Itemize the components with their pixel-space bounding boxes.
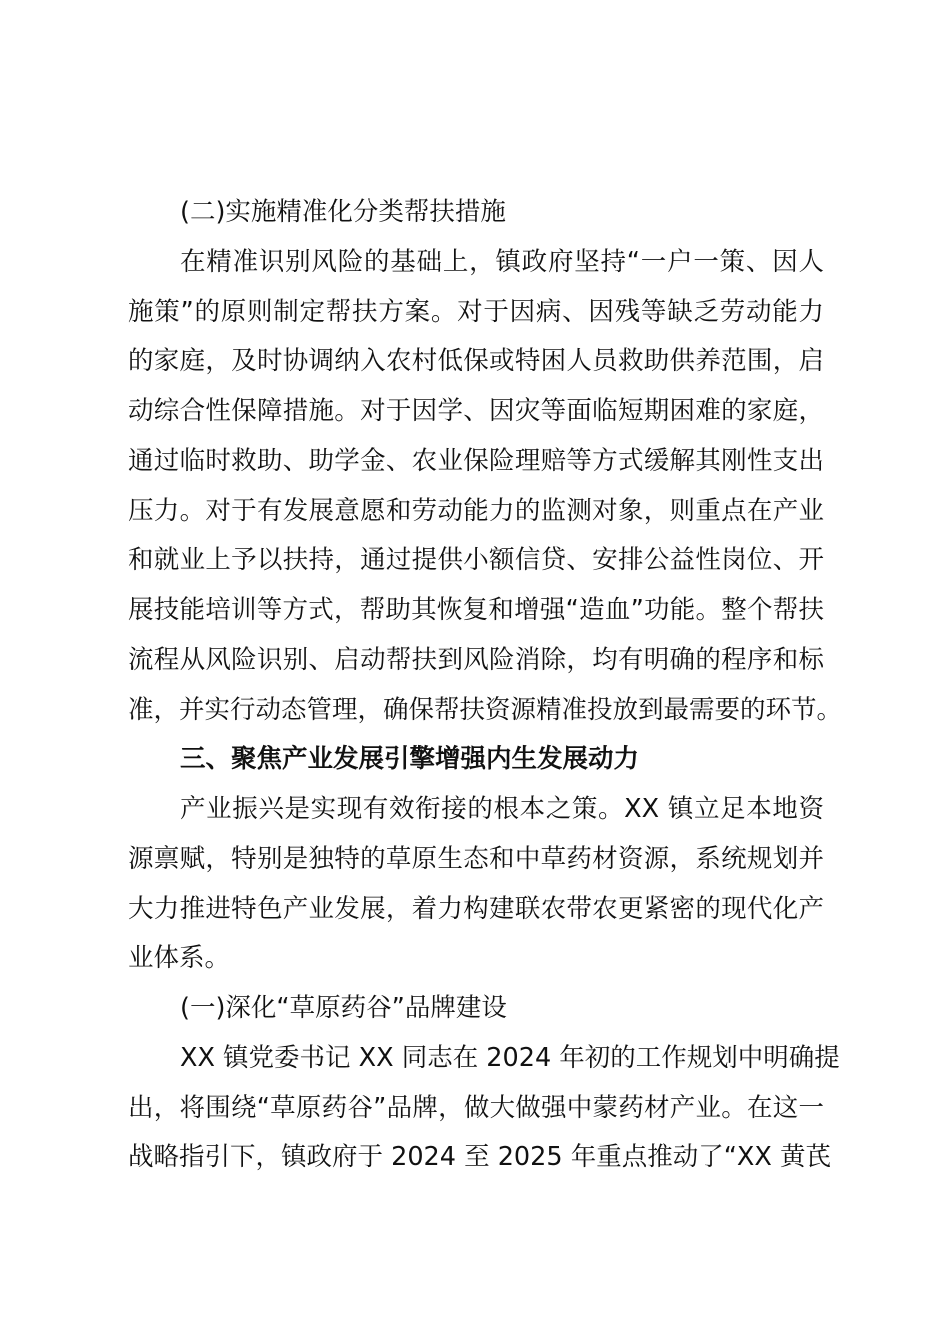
text-line: 在精准识别风险的基础上，镇政府坚持“一户一策、因人 <box>180 246 824 277</box>
text-line: 三、聚焦产业发展引擎增强内生发展动力 <box>180 744 640 775</box>
text-line: 战略指引下，镇政府于 2024 至 2025 年重点推动了“XX 黄芪 <box>128 1142 831 1173</box>
document-body <box>128 188 843 1183</box>
text-line: 源禀赋，特别是独特的草原生态和中草药材资源，系统规划并 <box>128 843 824 874</box>
text-line: (二)实施精准化分类帮扶措施 <box>180 197 506 227</box>
text-line: 的家庭，及时协调纳入农村低保或特困人员救助供养范围，启 <box>128 346 824 377</box>
text-line: 动综合性保障措施。对于因学、因灾等面临短期困难的家庭， <box>128 396 824 426</box>
text-line: 施策”的原则制定帮扶方案。对于因病、因残等缺乏劳动能力 <box>128 296 824 327</box>
subsection-heading <box>128 188 824 238</box>
text-line: 业体系。 <box>128 943 231 974</box>
text-line: 产业振兴是实现有效衔接的根本之策。XX 镇立足本地资 <box>180 794 824 824</box>
text-line: 展技能培训等方式，帮助其恢复和增强“造血”功能。整个帮扶 <box>128 595 824 625</box>
body-paragraph <box>128 785 824 984</box>
text-line: 出，将围绕“草原药谷”品牌，做大做强中蒙药材产业。在这一 <box>128 1092 824 1123</box>
text-line: XX 镇党委书记 XX 同志在 2024 年初的工作规划中明确提 <box>180 1042 840 1073</box>
body-paragraph <box>128 238 843 736</box>
section-heading <box>128 735 824 785</box>
body-paragraph <box>128 1034 840 1183</box>
subsection-heading <box>128 984 824 1034</box>
text-line: 准，并实行动态管理，确保帮扶资源精准投放到最需要的环节。 <box>128 694 843 725</box>
text-line: 流程从风险识别、启动帮扶到风险消除，均有明确的程序和标 <box>128 644 824 675</box>
text-line: 压力。对于有发展意愿和劳动能力的监测对象，则重点在产业 <box>128 495 824 526</box>
text-line: 通过临时救助、助学金、农业保险理赔等方式缓解其刚性支出 <box>128 445 824 476</box>
text-line: 大力推进特色产业发展，着力构建联农带农更紧密的现代化产 <box>128 893 824 924</box>
text-line: (一)深化“草原药谷”品牌建设 <box>180 993 507 1023</box>
text-line: 和就业上予以扶持，通过提供小额信贷、安排公益性岗位、开 <box>128 545 824 576</box>
